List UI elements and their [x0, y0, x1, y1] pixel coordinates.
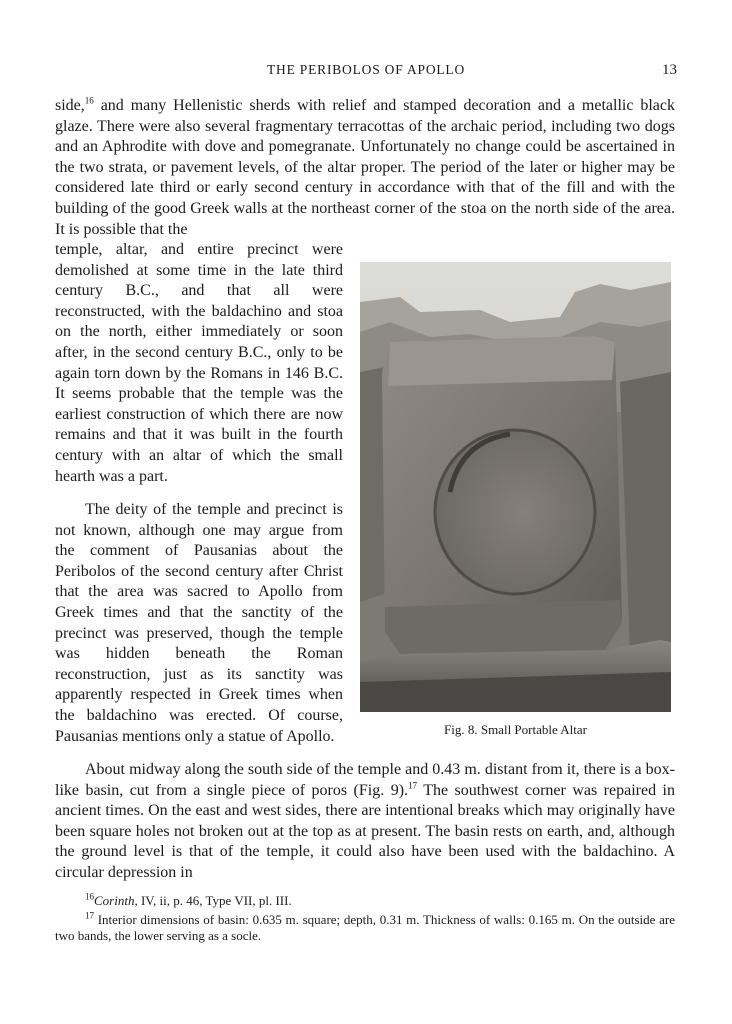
footnote-number: 17 — [85, 910, 94, 921]
running-head-title: THE PERIBOLOS OF APOLLO — [266, 62, 466, 77]
figure-caption: Fig. 8. Small Portable Altar — [444, 722, 587, 737]
paragraph-1-wrapped: temple, altar, and entire precinct were demolished at some time in the late third century B.C., and that all were reconstructed, with the baldachino and stoa on the north, either immediately or soon after, in the second century B.C., only to be again torn down by the Romans in 146 B.C. It seems probable that the temple was the earliest construction of which there are now remains and that it was built in the fourth century with an altar of which the small hearth was a part. — [55, 241, 343, 485]
text: About midway along the south side of the temple and 0.43 m. distant from it, there is a box-like basin, cut from a single piece of poros (Fig. 9). — [55, 761, 675, 799]
paragraph-1-full-width — [55, 96, 675, 240]
text: and many Hellenistic sherds with relief and stamped decoration and a metallic black glaze. There were also several fragmentary terracottas of the archaic period, including two dogs and an Aphrodite with dove and pomegranate. Unfortunately no change could be ascertained in the two strata, or pavement levels, of the altar proper. The period of the later or higher may be considered late third or early second century in accordance with that of the fill and with the building of the good Greek walls at the northeast corner of the stoa on the north side of the area. It is possible that the — [55, 97, 675, 238]
paragraph-3 — [55, 760, 675, 884]
altar-photograph — [360, 262, 671, 712]
footnote-text: Interior dimensions of basin: 0.635 m. square; depth, 0.31 m. Thickness of walls: 0.165 m. On the outside are two bands, the lower serving as a socle. — [55, 912, 675, 943]
footnote-ref-17[interactable]: 17 — [408, 780, 418, 791]
page-number: 13 — [662, 62, 677, 78]
footnote-16 — [55, 893, 675, 909]
footnote-italic: Corinth, — [94, 893, 138, 908]
footnote-text: IV, ii, p. 46, Type VII, pl. III. — [137, 893, 292, 908]
running-head — [55, 62, 677, 82]
altar-photo-drawing — [360, 262, 671, 712]
footnote-ref-16[interactable]: 16 — [84, 95, 94, 106]
footnote-17 — [55, 912, 675, 944]
text: side, — [55, 97, 85, 114]
footnote-number: 16 — [85, 891, 94, 902]
paragraph-2: The deity of the temple and precinct is not known, although one may argue from the comment of Pausanias about the Peribolos of the second century after Christ that the area was sacred to Apollo from Greek times and that the sanctity of the precinct was preserved, though the temple was hidden beneath the Roman reconstruction, just as its sanctity was apparently respected in Greek times when the baldachino was erected. Of course, Pausanias mentions only a statue of Apollo. — [55, 501, 343, 745]
text: The southwest corner was repaired in ancient times. On the east and west sides, there are intentional breaks which may originally have been square holes not broken out at the top as at present. The basin rests on earth, and, although the ground level is that of the temple, it could also have been used with the baldachino. A circular depression in — [55, 781, 675, 881]
